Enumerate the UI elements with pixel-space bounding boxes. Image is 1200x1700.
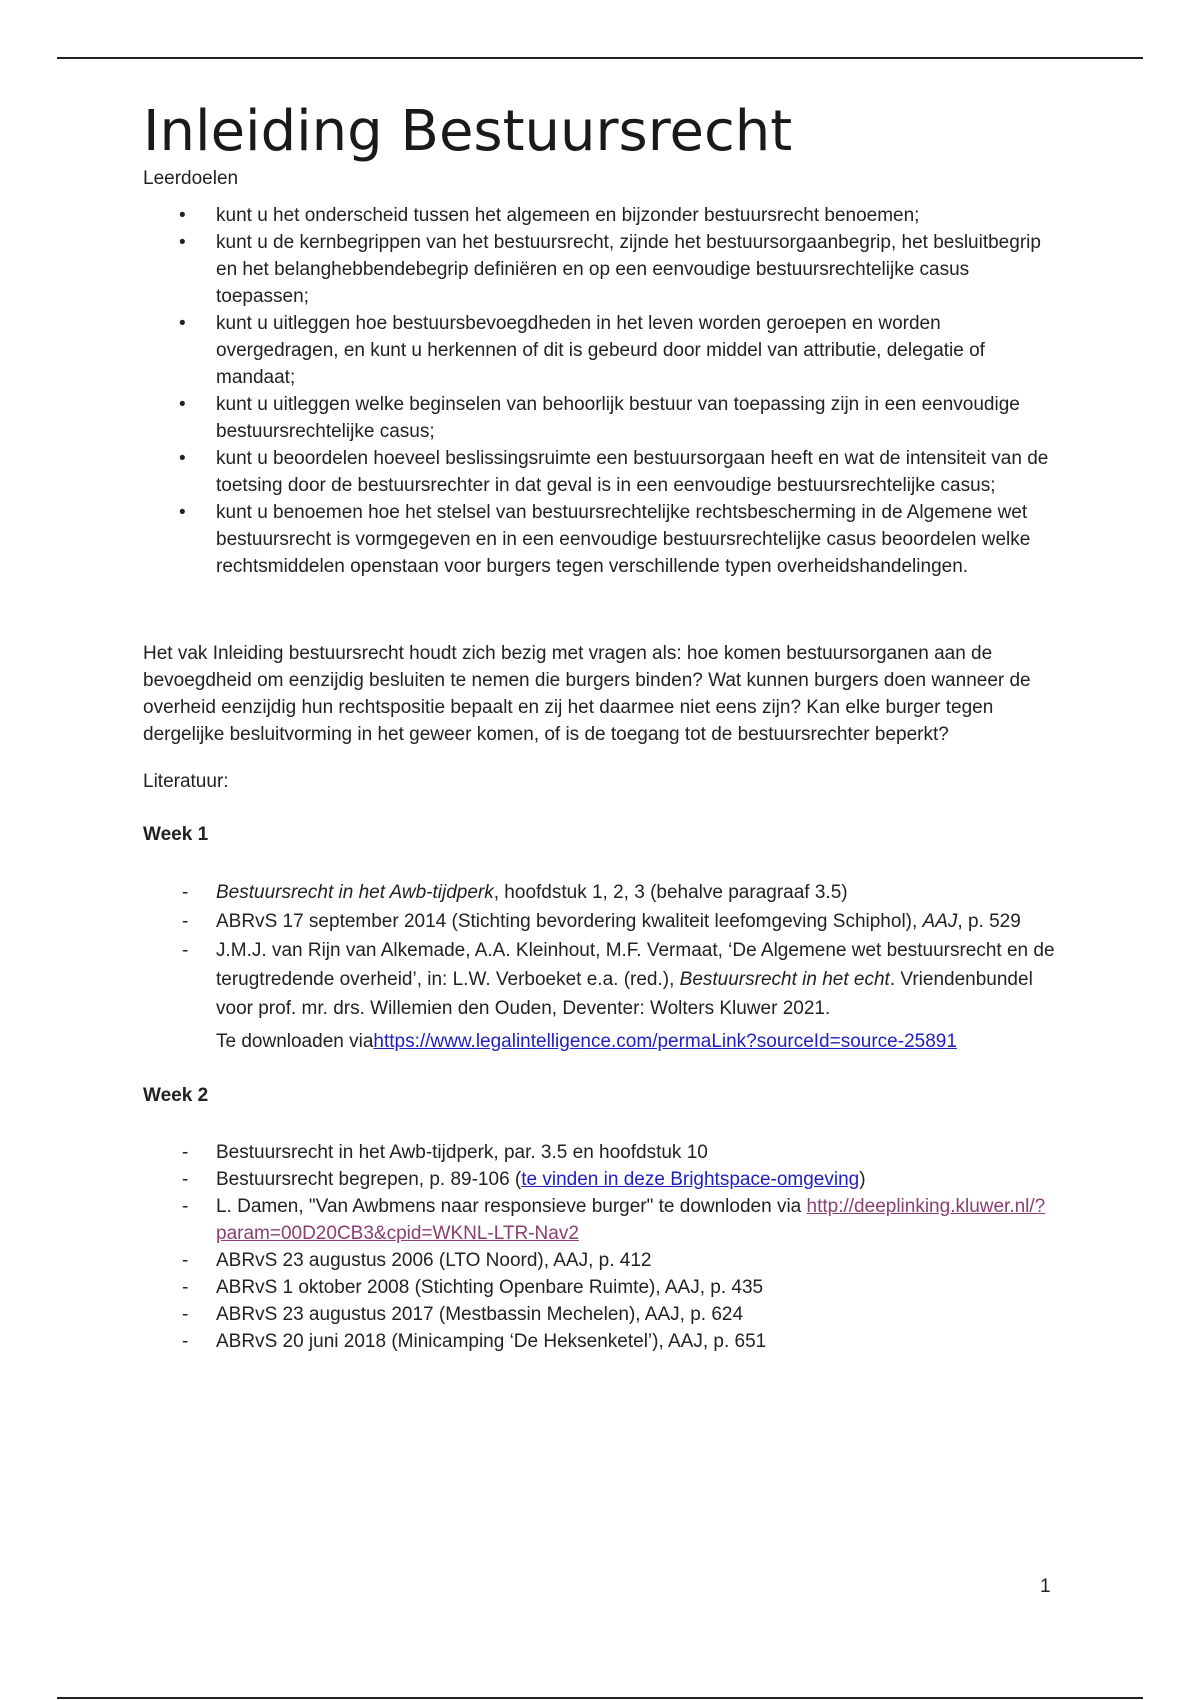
literature-label: Literatuur:	[143, 771, 229, 792]
week-2-list	[143, 1139, 1063, 1355]
list-item: - ABRvS 17 september 2014 (Stichting bevordering kwaliteit leefomgeving Schiphol), AAJ, p. 529	[143, 907, 1063, 936]
page-title: Inleiding Bestuursrecht	[143, 99, 793, 164]
week-1-heading: Week 1	[143, 824, 209, 845]
list-item: • kunt u het onderscheid tussen het algemeen en bijzonder bestuursrecht benoemen;	[143, 202, 1063, 229]
bullet-icon: •	[179, 313, 186, 334]
kluwer-deeplink[interactable]: http://deeplinking.kluwer.nl/?param=00D20CB3&cpid=WKNL-LTR-Nav2	[216, 1196, 1046, 1244]
bullet-icon: •	[179, 448, 186, 469]
bullet-icon: •	[179, 205, 186, 226]
dash-icon: -	[182, 1304, 189, 1325]
list-item: - ABRvS 20 juni 2018 (Minicamping ‘De Heksenketel’), AAJ, p. 651	[143, 1328, 1063, 1355]
document-body	[143, 98, 1063, 1355]
week-1-list	[143, 878, 1063, 1056]
dash-icon: -	[182, 882, 189, 903]
dash-icon: -	[182, 1169, 189, 1190]
section-label-leerdoelen: Leerdoelen	[143, 168, 239, 189]
top-rule	[57, 57, 1143, 59]
legalintelligence-link[interactable]: https://www.legalintelligence.com/permaLink?sourceId=source-25891	[373, 1031, 957, 1052]
bullet-icon: •	[179, 394, 186, 415]
list-item: - J.M.J. van Rijn van Alkemade, A.A. Kleinhout, M.F. Vermaat, ‘De Algemene wet bestuursrecht en de terugtredende overheid’, in: L.W. Verboeket e.a. (red.), Bestuursrecht in het echt. Vriendenbundel voor prof. mr. drs. Willemien den Ouden, Deventer: Wolters Kluwer 2021. Te downloaden viahttps://www.legalintelligence.com/permaLink?sourceId=source-25891	[143, 936, 1063, 1056]
list-item: - ABRvS 1 oktober 2008 (Stichting Openbare Ruimte), AAJ, p. 435	[143, 1274, 1063, 1301]
dash-icon: -	[182, 940, 189, 961]
list-item: • kunt u de kernbegrippen van het bestuursrecht, zijnde het bestuursorgaanbegrip, het besluitbegrip en het belanghebbendebegrip definiëren en op een eenvoudige bestuursrechtelijke casus toepassen;	[143, 229, 1063, 310]
list-item: - Bestuursrecht begrepen, p. 89-106 (te vinden in deze Brightspace-omgeving)	[143, 1166, 1063, 1193]
list-item: • kunt u benoemen hoe het stelsel van bestuursrechtelijke rechtsbescherming in de Algemene wet bestuursrecht is vormgegeven en in een eenvoudige bestuursrechtelijke casus beoordelen welke rechtsmiddelen openstaan voor burgers tegen verschillende typen overheidshandelingen.	[143, 499, 1063, 580]
bottom-rule	[57, 1697, 1143, 1699]
bullet-icon: •	[179, 232, 186, 253]
week-2-heading: Week 2	[143, 1085, 209, 1106]
list-item: - Bestuursrecht in het Awb-tijdperk, par. 3.5 en hoofdstuk 10	[143, 1139, 1063, 1166]
brightspace-link[interactable]: te vinden in deze Brightspace-omgeving	[521, 1169, 860, 1190]
dash-icon: -	[182, 1277, 189, 1298]
list-item: - L. Damen, "Van Awbmens naar responsieve burger" te downloden via http://deeplinking.kluwer.nl/?param=00D20CB3&cpid=WKNL-LTR-Nav2	[143, 1193, 1063, 1247]
dash-icon: -	[182, 1142, 189, 1163]
list-item: • kunt u uitleggen welke beginselen van behoorlijk bestuur van toepassing zijn in een eenvoudige bestuursrechtelijke casus;	[143, 391, 1063, 445]
dash-icon: -	[182, 1250, 189, 1271]
bullet-icon: •	[179, 502, 186, 523]
intro-paragraph: Het vak Inleiding bestuursrecht houdt zich bezig met vragen als: hoe komen bestuursorganen aan de bevoegdheid om eenzijdig besluiten te nemen die burgers binden? Wat kunnen burgers doen wanneer de overheid eenzijdig hun rechtspositie bepaalt en zij het daarmee niet eens zijn? Kan elke burger tegen dergelijke besluitvorming in het geweer komen, of is de toegang tot de bestuursrechter beperkt?	[143, 643, 1031, 745]
objectives-list	[143, 202, 1063, 580]
dash-icon: -	[182, 911, 189, 932]
list-item: • kunt u uitleggen hoe bestuursbevoegdheden in het leven worden geroepen en worden overgedragen, en kunt u herkennen of dit is gebeurd door middel van attributie, delegatie of mandaat;	[143, 310, 1063, 391]
list-item: - ABRvS 23 augustus 2017 (Mestbassin Mechelen), AAJ, p. 624	[143, 1301, 1063, 1328]
dash-icon: -	[182, 1331, 189, 1352]
dash-icon: -	[182, 1196, 189, 1217]
list-item: • kunt u beoordelen hoeveel beslissingsruimte een bestuursorgaan heeft en wat de intensiteit van de toetsing door de bestuursrechter in dat geval is in een eenvoudige bestuursrechtelijke casus;	[143, 445, 1063, 499]
page-number: 1	[1040, 1576, 1051, 1597]
list-item: - ABRvS 23 augustus 2006 (LTO Noord), AAJ, p. 412	[143, 1247, 1063, 1274]
list-item: - Bestuursrecht in het Awb-tijdperk, hoofdstuk 1, 2, 3 (behalve paragraaf 3.5)	[143, 878, 1063, 907]
